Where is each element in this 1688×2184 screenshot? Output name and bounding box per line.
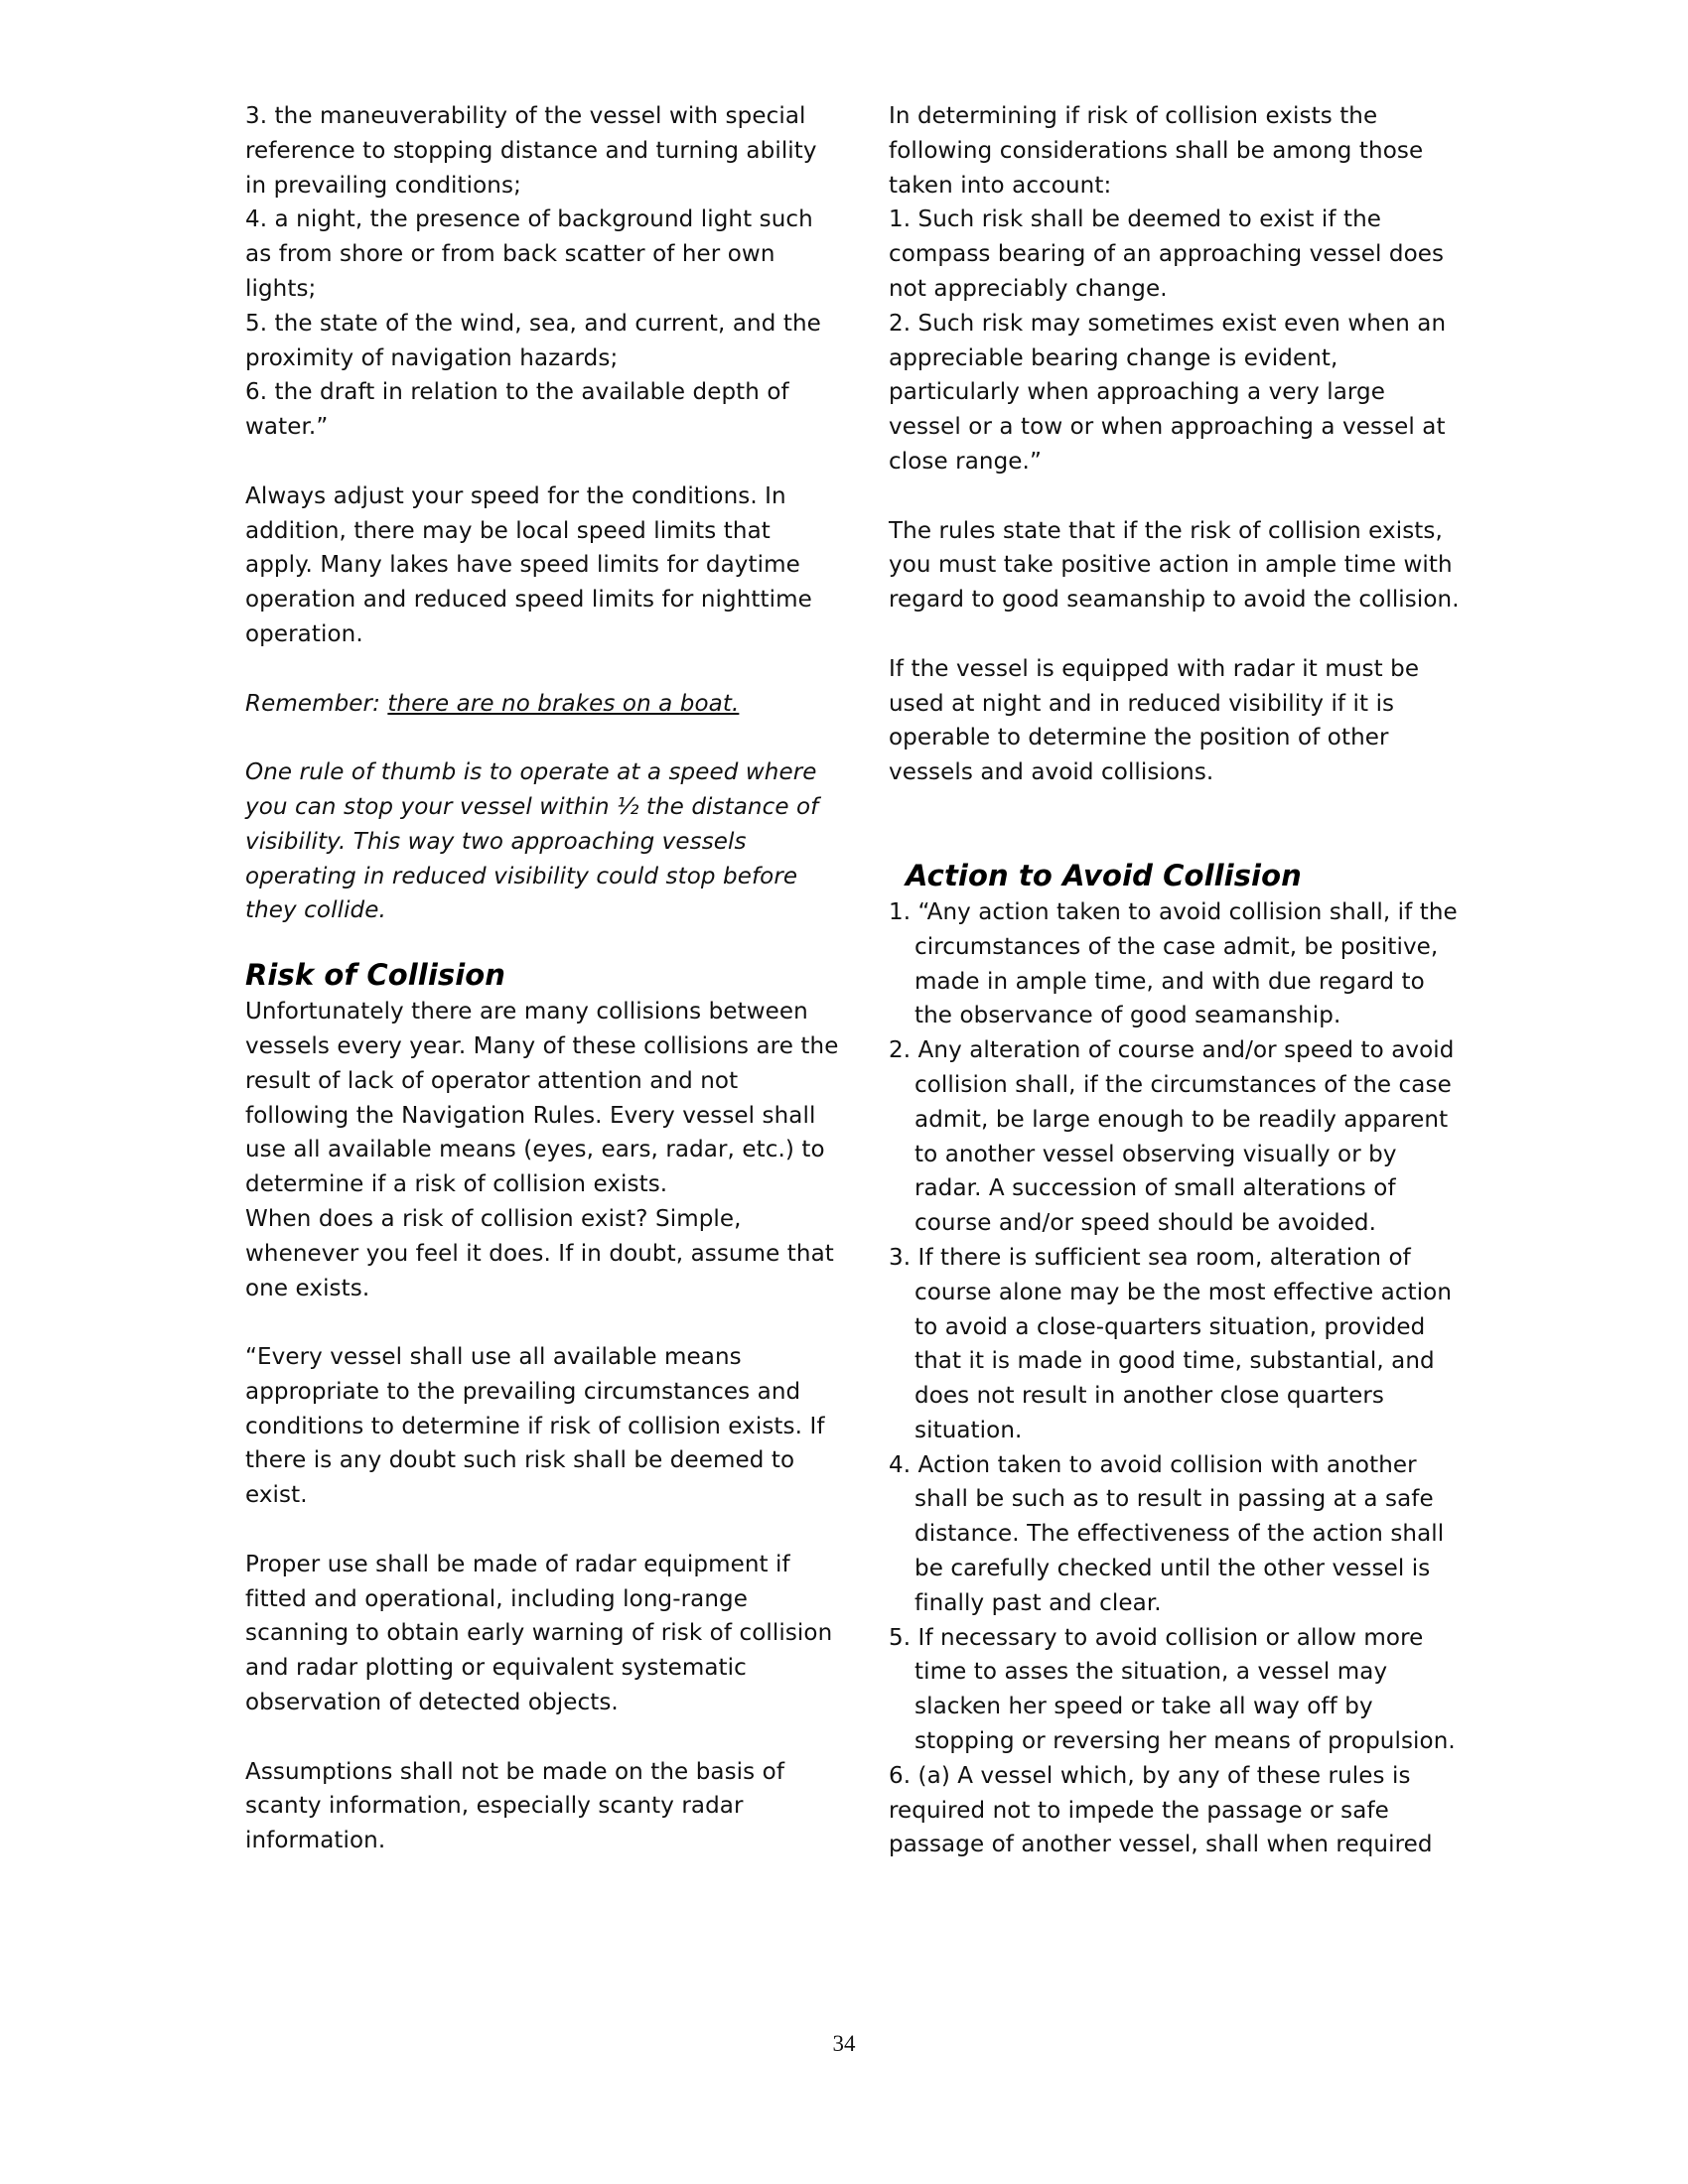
action-list bbox=[889, 895, 1465, 1759]
visibility-factor-6: 6. the draft in relation to the available depth of water.” bbox=[245, 379, 789, 441]
consideration-1: 1. Such risk shall be deemed to exist if the compass bearing of an approaching vessel does not appreciably change. bbox=[889, 206, 1445, 302]
visibility-factor-5: 5. the state of the wind, sea, and current, and the proximity of navigation hazards; bbox=[245, 310, 821, 371]
speed-paragraph: Always adjust your speed for the conditions. In addition, there may be local speed limits that apply. Many lakes have speed limits for daytime operation and reduced speed limits for nighttime operation. bbox=[245, 482, 812, 647]
spacer bbox=[245, 652, 841, 687]
radar-paragraph: If the vessel is equipped with radar it must be used at night and in reduced visibility if it is operable to determine the position of other vessels and avoid collisions. bbox=[889, 655, 1420, 786]
visibility-factor-4: 4. a night, the presence of background light such as from shore or from back scatter of her own lights; bbox=[245, 206, 813, 302]
spacer bbox=[889, 617, 1465, 652]
spacer bbox=[245, 1513, 841, 1548]
radar-use-paragraph: Proper use shall be made of radar equipment if fitted and operational, including long-range scanning to obtain early warning of risk of collision and radar plotting or equivalent systematic observation of detected objects. bbox=[245, 1551, 833, 1716]
rules-paragraph: The rules state that if the risk of collision exists, you must take positive action in ample time with regard to good seamanship to avoid the collision. bbox=[889, 517, 1460, 614]
action-item-1: 1. “Any action taken to avoid collision shall, if the circumstances of the case admit, be positive, made in ample time, and with due regard to the observance of good seamanship. bbox=[889, 898, 1458, 1029]
spacer bbox=[245, 1720, 841, 1755]
action-item-5: 5. If necessary to avoid collision or allow more time to asses the situation, a vessel may slacken her speed or take all way off by stopping or reversing her means of propulsion. bbox=[889, 1624, 1456, 1755]
remember-label: Remember: bbox=[245, 690, 388, 717]
action-item-2: 2. Any alteration of course and/or speed to avoid collision shall, if the circumstances of the case admit, be large enough to be readily apparent to another vessel observing visually or by radar. A succession of small alterations of course and/or speed should be avoided. bbox=[889, 1037, 1455, 1237]
spacer bbox=[889, 479, 1465, 514]
assumptions-paragraph: Assumptions shall not be made on the basis of scanty information, especially scanty radar information. bbox=[245, 1758, 785, 1854]
risk-paragraph-2: When does a risk of collision exist? Simple, whenever you feel it does. If in doubt, assume that one exists. bbox=[245, 1205, 834, 1301]
spacer bbox=[245, 721, 841, 755]
visibility-factor-3: 3. the maneuverability of the vessel with special reference to stopping distance and turning ability in prevailing conditions; bbox=[245, 103, 817, 199]
risk-paragraph-1: Unfortunately there are many collisions between vessels every year. Many of these collisions are the result of lack of operator attention and not following the Navigation Rules. Every vessel shall use all available means (eyes, ears, radar, etc.) to determine if a risk of collision exists. bbox=[245, 999, 839, 1198]
action-item-3: 3. If there is sufficient sea room, alteration of course alone may be the most effective action to avoid a close-quarters situation, provided that it is made in good time, substantial, and does not result in another close quarters situation. bbox=[889, 1244, 1453, 1443]
considerations-intro: In determining if risk of collision exists the following considerations shall be among those taken into account: bbox=[889, 103, 1424, 199]
left-column bbox=[245, 99, 841, 1858]
page-number: 34 bbox=[832, 2031, 856, 2056]
risk-of-collision-heading: Risk of Collision bbox=[245, 958, 506, 993]
action-item-4: 4. Action taken to avoid collision with another shall be such as to result in passing at a safe distance. The effectiveness of the action shall be carefully checked until the other vessel is finally past and clear. bbox=[889, 1451, 1445, 1616]
spacer bbox=[245, 1305, 841, 1340]
rule-quote-paragraph: “Every vessel shall use all available means appropriate to the prevailing circumstances and conditions to determine if risk of collision exists. If there is any doubt such risk shall be deemed to exist. bbox=[245, 1344, 825, 1509]
remember-note bbox=[245, 687, 841, 722]
spacer bbox=[245, 445, 841, 479]
action-item-6a: 6. (a) A vessel which, by any of these rules is required not to impede the passage or safe passage of another vessel, shall when required bbox=[889, 1762, 1433, 1858]
rule-of-thumb: One rule of thumb is to operate at a speed where you can stop your vessel within ½ the distance of visibility. This way two approaching vessels operating in reduced visibility could stop before they collide. bbox=[245, 759, 819, 924]
remember-emphasis: there are no brakes on a boat. bbox=[387, 690, 740, 717]
consideration-2: 2. Such risk may sometimes exist even when an appreciable bearing change is evident, particularly when approaching a very large vessel or a tow or when approaching a vessel at close range.” bbox=[889, 310, 1447, 475]
action-to-avoid-collision-heading: Action to Avoid Collision bbox=[906, 858, 1302, 892]
right-column bbox=[889, 99, 1465, 1862]
